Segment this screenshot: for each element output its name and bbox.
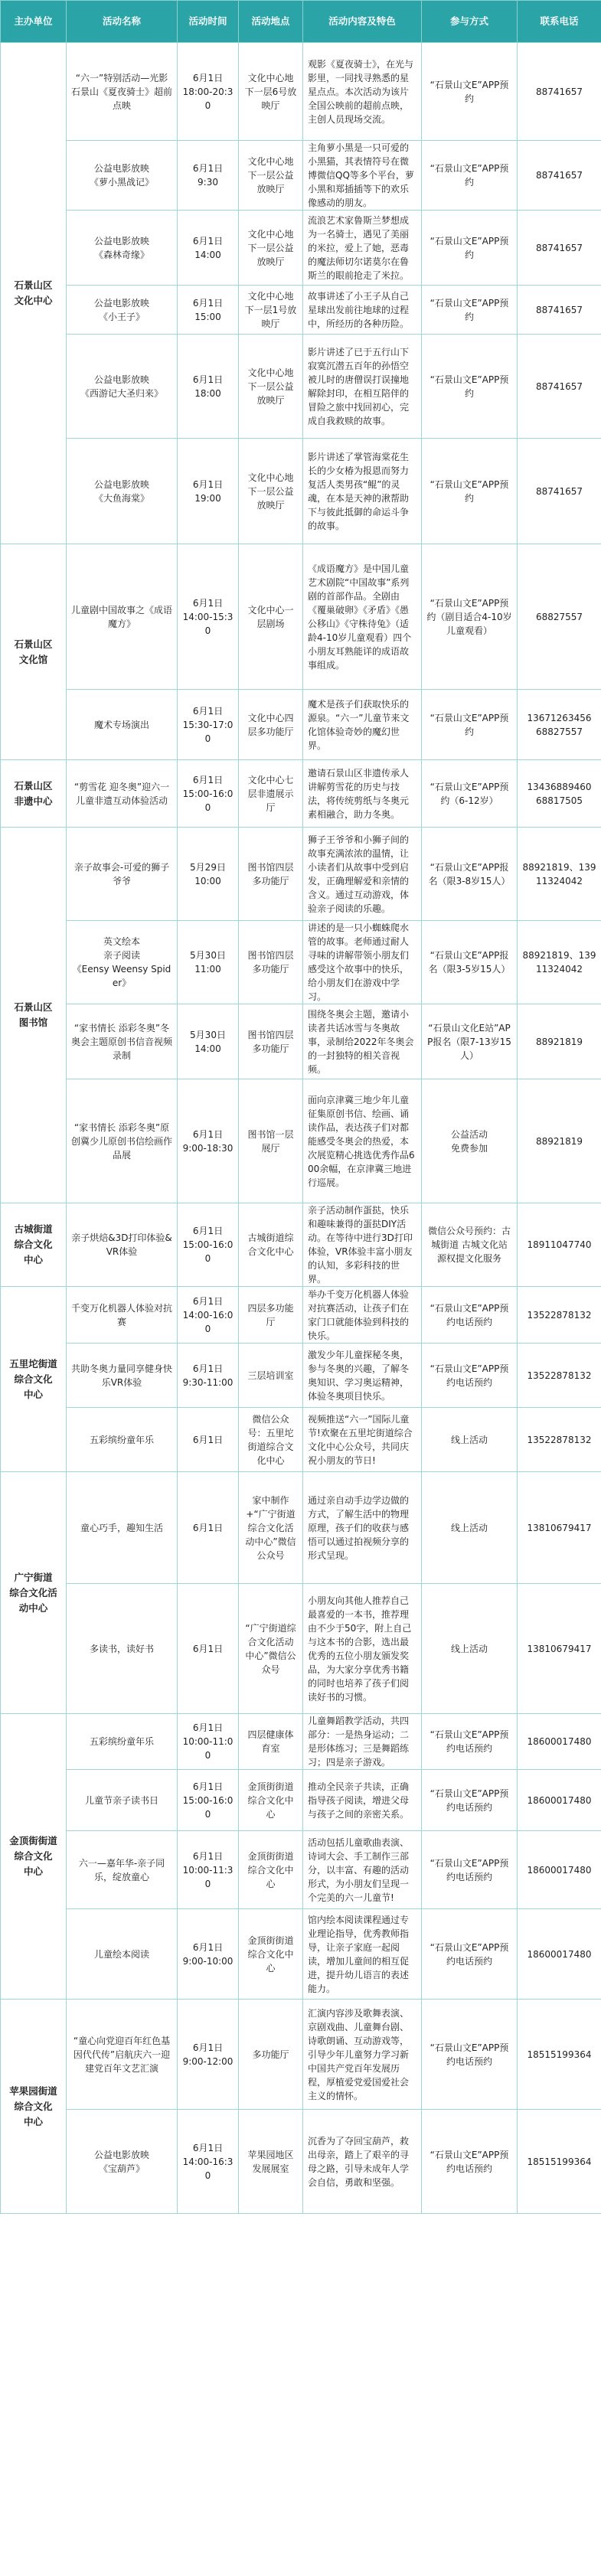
participation-method: “石景山文化E站”APP报名（限7-13岁15人）	[422, 1004, 518, 1079]
participation-method: 线上活动	[422, 1472, 518, 1584]
table-row	[1, 1584, 601, 1714]
activity-place: 家中制作+“广宁街道综合文化活动中心”微信公众号	[239, 1472, 303, 1584]
participation-method: “石景山文E”APP预约	[422, 335, 518, 439]
activity-content: 观影《夏夜骑士》，在光与影里，一同找寻熟悉的星星点点。本次活动为该片全国公映前的超前点映，主创人员现场交流。	[303, 43, 422, 141]
participation-method: “石景山文E”APP报名（限3-8岁15人）	[422, 828, 518, 921]
activity-name: 亲子烘焙&3D打印体验&VR体验	[67, 1203, 178, 1287]
activity-content: 小朋友向其他人推荐自己最喜爱的一本书，推荐理由不少于50字，附上自己与这本书的合影，选出最优秀的五位小朋友颁发奖品，为大家分享优秀书籍的同时也培养了孩子们阅读好书的习惯。	[303, 1584, 422, 1714]
activity-place: 四层多功能厅	[239, 1287, 303, 1344]
contact-phone: 13522878132	[518, 1408, 601, 1472]
participation-method: “石景山文E”APP预约	[422, 439, 518, 544]
organizer-cell: 金顶街街道 综合文化 中心	[1, 1714, 67, 2000]
activity-time: 6月1日 15:30-17:00	[178, 690, 239, 760]
activity-time: 6月1日 9:00-12:00	[178, 2000, 239, 2110]
activity-content: 影片讲述了已于五行山下寂寞沉潜五百年的孙悟空被儿时的唐僧误打误撞地解除封印，在相互陪伴的冒险之旅中找回初心，完成自我救赎的故事。	[303, 335, 422, 439]
activity-place: 文化中心地下一层公益放映厅	[239, 439, 303, 544]
activity-time: 6月1日 9:30-11:00	[178, 1344, 239, 1408]
header-time: 活动时间	[178, 1, 239, 43]
activity-name: 多读书，读好书	[67, 1584, 178, 1714]
activity-name: 童心巧手，趣知生活	[67, 1472, 178, 1584]
participation-method: “石景山文E”APP预约（6-12岁）	[422, 760, 518, 828]
contact-phone: 88741657	[518, 439, 601, 544]
activity-place: 文化中心四层多功能厅	[239, 690, 303, 760]
activity-place: 图书馆四层多功能厅	[239, 828, 303, 921]
activity-name: 亲子故事会-可爱的狮子爷爷	[67, 828, 178, 921]
contact-phone: 88741657	[518, 335, 601, 439]
table-row	[1, 286, 601, 335]
contact-phone: 88921819、13911324042	[518, 828, 601, 921]
header-name: 活动名称	[67, 1, 178, 43]
activity-time: 5月30日 11:00	[178, 921, 239, 1004]
participation-method: “石景山文E”APP预约电话预约	[422, 2110, 518, 2214]
contact-phone: 18600017480	[518, 1831, 601, 1909]
table-row	[1, 2110, 601, 2214]
contact-phone: 88921819、13911324042	[518, 921, 601, 1004]
participation-method: 公益活动 免费参加	[422, 1079, 518, 1203]
table-row	[1, 760, 601, 828]
participation-method: 线上活动	[422, 1584, 518, 1714]
participation-method: “石景山文E”APP预约	[422, 43, 518, 141]
activity-place: 金顶街街道综合文化中心	[239, 1909, 303, 2000]
activity-name: 儿童节亲子读书日	[67, 1770, 178, 1831]
contact-phone: 13810679417	[518, 1584, 601, 1714]
organizer-cell: 苹果园街道 综合文化 中心	[1, 2000, 67, 2214]
header-phone: 联系电话	[518, 1, 601, 43]
activity-place: 图书馆一层展厅	[239, 1079, 303, 1203]
activity-time: 6月1日 10:00-11:00	[178, 1714, 239, 1770]
activity-name: “家书情长 添彩冬奥”原创冀少儿原创书信绘画作品展	[67, 1079, 178, 1203]
activity-content: 主角萝小黑是一只可爱的小黑猫，其表情符号在微博微信QQ等多个平台，萝小黑和郑插插等下的欢乐像感动的朋友。	[303, 141, 422, 211]
activity-content: 讲述的是一只小蜘蛛爬水管的故事。老师通过耐人寻味的讲解带领小朋友们感受这个故事中的快乐，给小朋友们在游戏中学习。	[303, 921, 422, 1004]
table-row	[1, 1831, 601, 1909]
activity-place: 文化中心地下一层公益放映厅	[239, 211, 303, 286]
organizer-cell: 石景山区 图书馆	[1, 828, 67, 1203]
header-join: 参与方式	[422, 1, 518, 43]
activity-content: 魔术是孩子们获取快乐的源泉。“六一”儿童节来文化馆体验奇妙的魔幻世界。	[303, 690, 422, 760]
activity-content: 故事讲述了小王子从自己星球出发前往地球的过程中，所经历的各种历险。	[303, 286, 422, 335]
activity-name: 儿童剧中国故事之《成语魔方》	[67, 544, 178, 690]
contact-phone: 88741657	[518, 141, 601, 211]
activity-name: “家书情长 添彩冬奥”冬奥会主题原创书信音视频录制	[67, 1004, 178, 1079]
contact-phone: 88741657	[518, 286, 601, 335]
activity-time: 5月29日 10:00	[178, 828, 239, 921]
activity-time: 6月1日 14:00	[178, 211, 239, 286]
table-row	[1, 828, 601, 921]
activity-name: 公益电影放映 《森林奇缘》	[67, 211, 178, 286]
activity-content: 汇演内容涉及歌舞表演、京剧戏曲、儿童舞台剧、诗歌朗诵、互动游戏等，引导少年儿童努力学习新中国共产党百年发展历程，厚植爱党爱国爱社会主义的情怀。	[303, 2000, 422, 2110]
activity-content: 通过亲自动手边学边做的方式，了解生活中的物理原理，孩子们的收获与感悟可以通过拍视频分享的形式呈现。	[303, 1472, 422, 1584]
activity-place: 苹果园地区发展展室	[239, 2110, 303, 2214]
activity-time: 6月1日 15:00	[178, 286, 239, 335]
participation-method: “石景山文E”APP预约电话预约	[422, 1770, 518, 1831]
participation-method: 线上活动	[422, 1408, 518, 1472]
activity-name: 千变万化机器人体验对抗赛	[67, 1287, 178, 1344]
participation-method: “石景山文E”APP预约	[422, 141, 518, 211]
table-row	[1, 141, 601, 211]
contact-phone: 88741657	[518, 43, 601, 141]
activity-time: 6月1日 15:00-16:00	[178, 760, 239, 828]
activity-place: “广宁街道综合文化活动中心”微信公众号	[239, 1584, 303, 1714]
activity-place: 文化中心地下一层公益放映厅	[239, 141, 303, 211]
activity-place: 四层健康体育室	[239, 1714, 303, 1770]
activity-name: “童心向党迎百年红色基因代代传”启航庆六一迎建党百年文艺汇演	[67, 2000, 178, 2110]
contact-phone: 18600017480	[518, 1909, 601, 2000]
table-row	[1, 544, 601, 690]
table-row	[1, 1909, 601, 2000]
activity-time: 6月1日 18:00-20:30	[178, 43, 239, 141]
activity-place: 图书馆四层多功能厅	[239, 921, 303, 1004]
activity-name: 儿童绘本阅读	[67, 1909, 178, 2000]
table-row	[1, 1079, 601, 1203]
activity-name: 公益电影放映 《小王子》	[67, 286, 178, 335]
activity-name: 公益电影放映 《西游记大圣归来》	[67, 335, 178, 439]
activity-content: 举办千变万化机器人体验对抗赛活动，让孩子们在家门口就能体验到科技的快乐。	[303, 1287, 422, 1344]
table-row	[1, 1770, 601, 1831]
participation-method: “石景山文E”APP报名（限3-5岁15人）	[422, 921, 518, 1004]
contact-phone: 13522878132	[518, 1287, 601, 1344]
table-row	[1, 1344, 601, 1408]
table-row	[1, 211, 601, 286]
header-place: 活动地点	[239, 1, 303, 43]
table-row	[1, 2000, 601, 2110]
contact-phone: 18911047740	[518, 1203, 601, 1287]
participation-method: “石景山文E”APP预约电话预约	[422, 2000, 518, 2110]
activity-content: 围绕冬奥会主题，邀请小读者共话冰雪与冬奥故事，录制给2022年冬奥会的一封独特的相关音视频。	[303, 1004, 422, 1079]
participation-method: “石景山文E”APP预约（剧目适合4-10岁儿童观看）	[422, 544, 518, 690]
organizer-cell: 广宁街道 综合文化活 动中心	[1, 1472, 67, 1714]
participation-method: “石景山文E”APP预约电话预约	[422, 1344, 518, 1408]
activity-content: 面向京津冀三地少年儿童征集原创书信、绘画、诵读作品，表达孩子们对都能感受冬奥会的热爱，本次展览精心挑选优秀作品600余幅，在京津冀三地进行巡展。	[303, 1079, 422, 1203]
contact-phone: 88741657	[518, 211, 601, 286]
activity-name: 共助冬奥力量同享健身快乐VR体验	[67, 1344, 178, 1408]
activity-time: 6月1日 9:00-10:00	[178, 1909, 239, 2000]
activity-content: 激发少年儿童探秘冬奥，参与冬奥的兴趣，了解冬奥知识、学习奥运精神，体验冬奥项目快乐。	[303, 1344, 422, 1408]
header-row	[1, 1, 601, 43]
activity-content: 视频推送“六一”国际儿童节!欢聚在五里坨街道综合文化中心公众号，共同庆祝小朋友的节日!	[303, 1408, 422, 1472]
contact-phone: 18600017480	[518, 1714, 601, 1770]
activity-place: 三层培训室	[239, 1344, 303, 1408]
activity-name: 英文绘本 亲子阅读 《Eensy Weensy Spider》	[67, 921, 178, 1004]
activity-place: 古城街道综合文化中心	[239, 1203, 303, 1287]
activity-name: 公益电影放映 《宝葫芦》	[67, 2110, 178, 2214]
activity-time: 6月1日 15:00-16:00	[178, 1770, 239, 1831]
activity-name: 公益电影放映 《大鱼海棠》	[67, 439, 178, 544]
contact-phone: 18515199364	[518, 2000, 601, 2110]
participation-method: “石景山文E”APP预约电话预约	[422, 1909, 518, 2000]
table-row	[1, 335, 601, 439]
activity-time: 6月1日	[178, 1472, 239, 1584]
activity-place: 金顶街街道综合文化中心	[239, 1831, 303, 1909]
activity-name: 五彩缤纷童年乐	[67, 1714, 178, 1770]
table-row	[1, 1004, 601, 1079]
header-unit: 主办单位	[1, 1, 67, 43]
activity-name: “六一”特别活动—光影石景山《夏夜骑士》超前点映	[67, 43, 178, 141]
activity-name: 公益电影放映 《萝小黑战记》	[67, 141, 178, 211]
contact-phone: 13436889460 68817505	[518, 760, 601, 828]
activity-time: 6月1日 10:00-11:30	[178, 1831, 239, 1909]
table-row	[1, 690, 601, 760]
activity-time: 5月30日 14:00	[178, 1004, 239, 1079]
activity-content: 馆内绘本阅读课程通过专业理论指导，优秀教师指导，让亲子家庭一起阅读，增加儿童间的相互促进，提升幼儿语言的表述能力。	[303, 1909, 422, 2000]
activity-time: 6月1日 15:00-16:00	[178, 1203, 239, 1287]
activity-place: 文化中心一层剧场	[239, 544, 303, 690]
table-row	[1, 1472, 601, 1584]
table-row	[1, 439, 601, 544]
activity-name: “剪雪花 迎冬奥”迎六一儿童非遗互动体验活动	[67, 760, 178, 828]
table-body	[1, 43, 601, 2214]
organizer-cell: 五里坨街道 综合文化 中心	[1, 1287, 67, 1472]
contact-phone: 13522878132	[518, 1344, 601, 1408]
participation-method: “石景山文E”APP预约电话预约	[422, 1714, 518, 1770]
participation-method: “石景山文E”APP预约	[422, 690, 518, 760]
participation-method: 微信公众号预约：古城街道 古城文化站 源权提文化服务	[422, 1203, 518, 1287]
activity-content: 影片讲述了掌管海棠花生长的少女椿为报恩而努力复活人类男孩“鲲”的灵魂，在本是天神的湫帮助下与彼此抵御的命运斗争的故事。	[303, 439, 422, 544]
table-row	[1, 921, 601, 1004]
activity-place: 文化中心七层非遗展示厅	[239, 760, 303, 828]
activity-place: 文化中心地下一层6号放映厅	[239, 43, 303, 141]
activity-content: 流浪艺术家鲁斯兰梦想成为一名骑士，遇见了美丽的米拉，爱上了她，恶毒的魔法师切尔诺莫尔在鲁斯兰的眼前抢走了米拉。	[303, 211, 422, 286]
activity-place: 文化中心地下一层1号放映厅	[239, 286, 303, 335]
organizer-cell: 古城街道 综合文化 中心	[1, 1203, 67, 1287]
table-row	[1, 1287, 601, 1344]
organizer-cell: 石景山区 文化馆	[1, 544, 67, 760]
participation-method: “石景山文E”APP预约	[422, 211, 518, 286]
table-row	[1, 43, 601, 141]
contact-phone: 18515199364	[518, 2110, 601, 2214]
activity-content: 《成语魔方》是中国儿童艺术剧院“中国故事”系列剧的首部作品。全剧由《覆巢破卵》《矛盾》《愚公移山》《守株待兔》（适龄4-10岁儿童观看）四个小朋友耳熟能详的成语故事组成。	[303, 544, 422, 690]
table-row	[1, 1408, 601, 1472]
activity-place: 文化中心地下一层公益放映厅	[239, 335, 303, 439]
activity-time: 6月1日 9:30	[178, 141, 239, 211]
organizer-cell: 石景山区 非遗中心	[1, 760, 67, 828]
activity-time: 6月1日 9:00-18:30	[178, 1079, 239, 1203]
activity-time: 6月1日 18:00	[178, 335, 239, 439]
activity-time: 6月1日 14:00-16:30	[178, 2110, 239, 2214]
contact-phone: 88921819	[518, 1004, 601, 1079]
activity-time: 6月1日 14:00-15:30	[178, 544, 239, 690]
activity-name: 六一—嘉年华-亲子同乐，绽放童心	[67, 1831, 178, 1909]
contact-phone: 13810679417	[518, 1472, 601, 1584]
organizer-cell: 石景山区 文化中心	[1, 43, 67, 544]
activity-place: 多功能厅	[239, 2000, 303, 2110]
contact-phone: 68827557	[518, 544, 601, 690]
activity-time: 6月1日 19:00	[178, 439, 239, 544]
activity-content: 沉香为了夺回宝葫芦，救出母亲，踏上了艰辛的寻母之路，引导未成年人学会自信，勇敢和坚强。	[303, 2110, 422, 2214]
activity-place: 微信公众号：五里坨街道综合文化中心	[239, 1408, 303, 1472]
table-row	[1, 1203, 601, 1287]
activity-content: 活动包括儿童歌曲表演、诗词大会、手工制作三部分，以丰富、有趣的活动形式，为小朋友们呈现一个完美的六一儿童节!	[303, 1831, 422, 1909]
activity-name: 五彩缤纷童年乐	[67, 1408, 178, 1472]
table-row	[1, 1714, 601, 1770]
activity-name: 魔术专场演出	[67, 690, 178, 760]
header-content: 活动内容及特色	[303, 1, 422, 43]
activity-time: 6月1日 14:00-16:00	[178, 1287, 239, 1344]
activity-time: 6月1日	[178, 1584, 239, 1714]
participation-method: “石景山文E”APP预约电话预约	[422, 1831, 518, 1909]
activity-content: 推动全民亲子共读，正确指导孩子阅读，增进父母与孩子之间的亲密关系。	[303, 1770, 422, 1831]
contact-phone: 88921819	[518, 1079, 601, 1203]
activity-content: 狮子王爷爷和小狮子间的故事充满浓浓的温情，让小读者们从故事中受到启发，正确理解爱和亲情的含义。通过互动游戏，体验亲子阅读的乐趣。	[303, 828, 422, 921]
participation-method: “石景山文E”APP预约电话预约	[422, 1287, 518, 1344]
participation-method: “石景山文E”APP预约	[422, 286, 518, 335]
activity-content: 邀请石景山区非遗传承人讲解剪雪花的历史与技法，将传统剪纸与冬奥元素相融合，助力冬奥。	[303, 760, 422, 828]
activity-place: 图书馆四层多功能厅	[239, 1004, 303, 1079]
activity-place: 金顶街街道综合文化中心	[239, 1770, 303, 1831]
activity-content: 亲子活动制作蛋挞，快乐和趣味兼得的蛋挞DIY活动。在等待中进行3D打印体验，VR体验丰富小朋友的认知，多彩科技的世界。	[303, 1203, 422, 1287]
contact-phone: 18600017480	[518, 1770, 601, 1831]
contact-phone: 13671263456 68827557	[518, 690, 601, 760]
activity-time: 6月1日	[178, 1408, 239, 1472]
activity-content: 儿童舞蹈教学活动，共四部分：一是热身运动；二是形体练习；三是舞蹈练习；四是亲子游戏。	[303, 1714, 422, 1770]
